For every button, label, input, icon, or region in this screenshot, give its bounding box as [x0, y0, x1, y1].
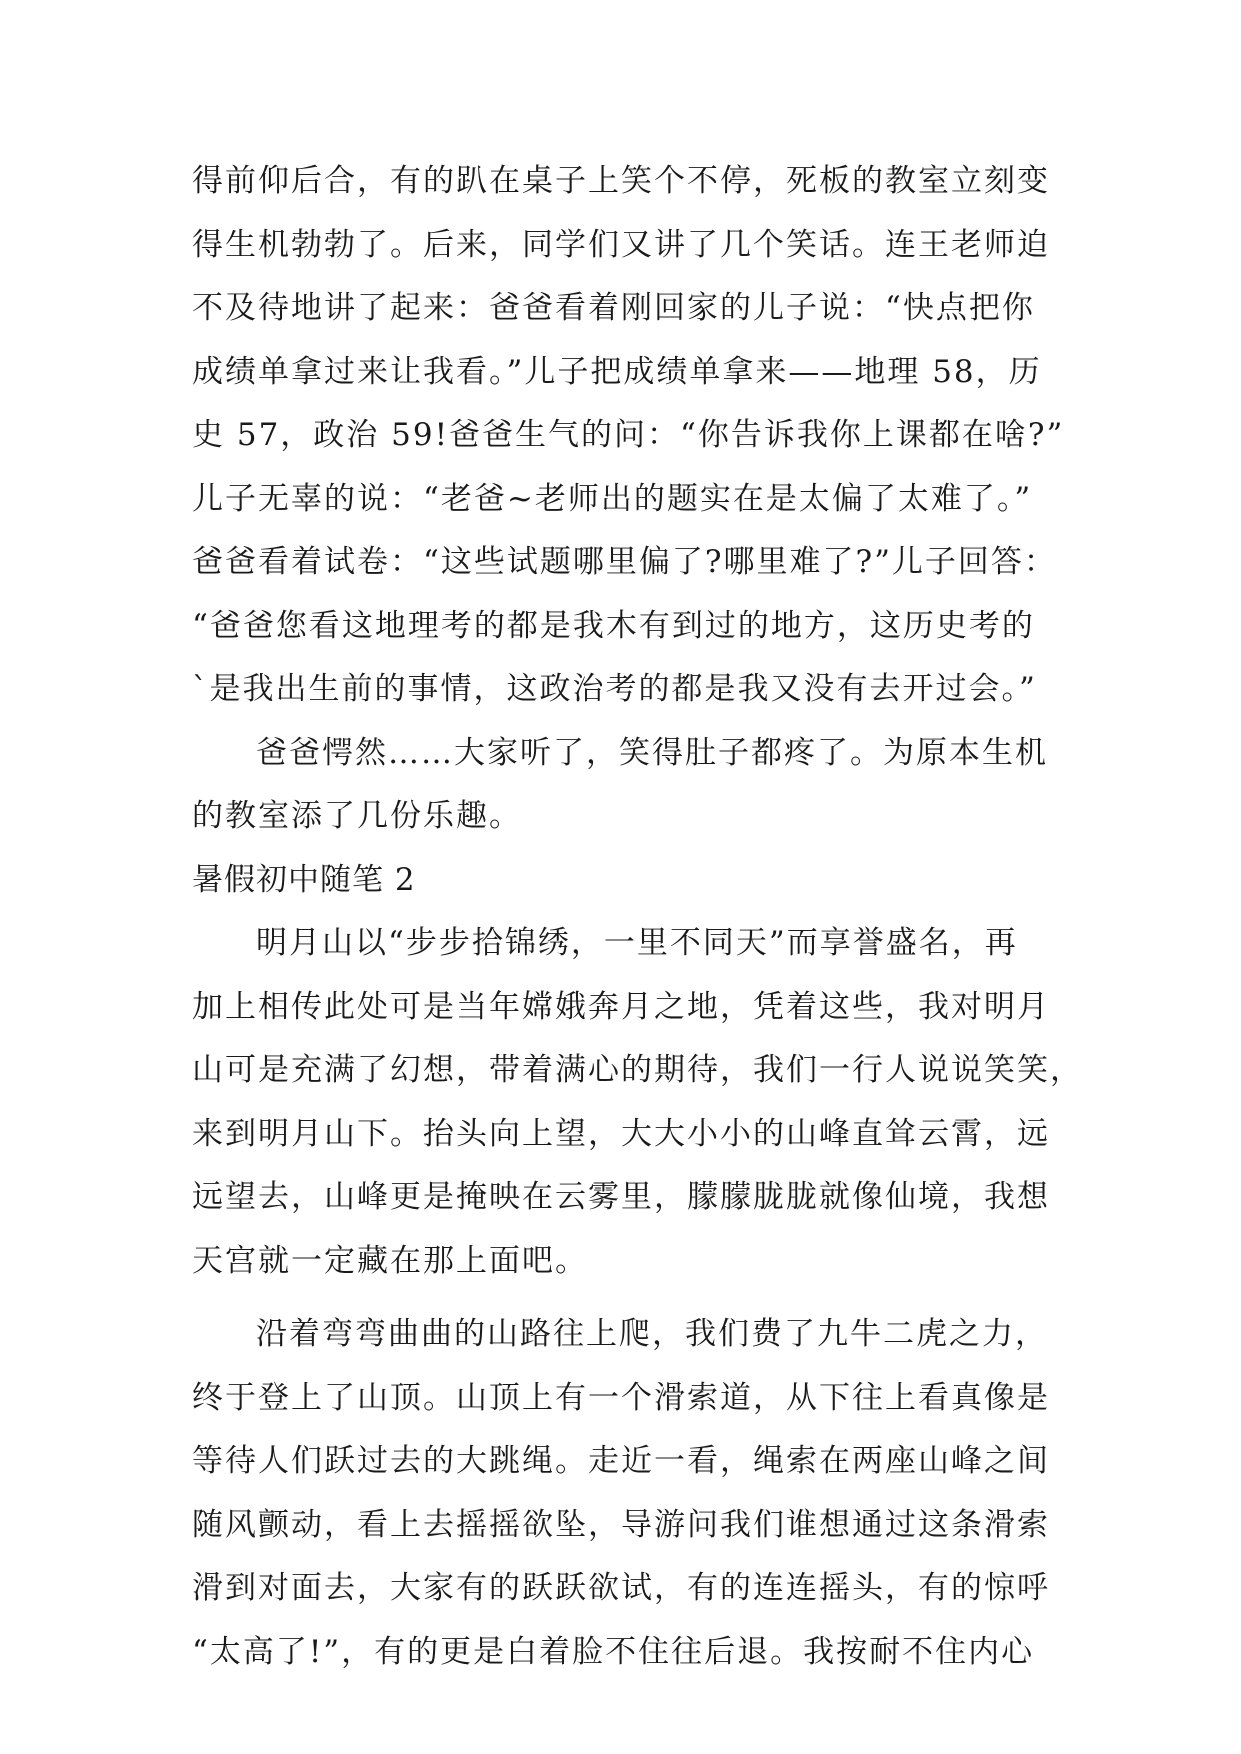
paragraph-line: 等待人们跃过去的大跳绳。走近一看，绳索在两座山峰之间 [192, 1443, 1050, 1479]
paragraph-line: 山可是充满了幻想，带着满心的期待，我们一行人说说笑笑， [192, 1052, 1083, 1088]
paragraph-line: 的教室添了几份乐趣。 [192, 798, 522, 834]
paragraph-line: 天宫就一定藏在那上面吧。 [192, 1242, 588, 1279]
paragraph-line: 沿着弯弯曲曲的山路往上爬，我们费了九牛二虎之力， [256, 1316, 1048, 1352]
paragraph-line: 终于登上了山顶。山顶上有一个滑索道，从下往上看真像是 [192, 1379, 1050, 1416]
paragraph-line: 得生机勃勃了。后来，同学们又讲了几个笑话。连王老师迫 [192, 226, 1050, 263]
paragraph-line: 来到明月山下。抬头向上望，大大小小的山峰直耸云霄，远 [192, 1115, 1050, 1152]
paragraph-line: 滑到对面去，大家有的跃跃欲试，有的连连摇头，有的惊呼 [192, 1570, 1050, 1606]
paragraph-line: 明月山以“步步拾锦绣，一里不同天”而享誉盛名，再 [256, 925, 1018, 961]
paragraph-gap [192, 1293, 1092, 1303]
paragraph-line: 爸爸愕然……大家听了，笑得肚子都疼了。为原本生机 [256, 734, 1048, 771]
paragraph-line: 爸爸看着试卷：“这些试题哪里偏了?哪里难了?”儿子回答： [192, 544, 1057, 580]
paragraph-line: 不及待地讲了起来：爸爸看着刚回家的儿子说：“快点把你 [192, 290, 1035, 326]
paragraph-line: `是我出生前的事情，这政治考的都是我又没有去开过会。” [192, 671, 1037, 707]
paragraph-line: “太高了!”，有的更是白着脸不住往后退。我按耐不住内心 [192, 1633, 1035, 1670]
paragraph-line: 成绩单拿过来让我看。”儿子把成绩单拿来——地理 58，历 [192, 353, 1042, 390]
paragraph-line: 加上相传此处可是当年嫦娥奔月之地，凭着这些，我对明月 [192, 988, 1050, 1025]
paragraph-line: 得前仰后合，有的趴在桌子上笑个不停，死板的教室立刻变 [192, 163, 1050, 199]
section-heading: 暑假初中随笔 2 [192, 861, 416, 898]
paragraph-line: “爸爸您看这地理考的都是我木有到过的地方，这历史考的 [192, 607, 1035, 644]
paragraph-line: 史 57，政治 59!爸爸生气的问：“你告诉我你上课都在啥?” [192, 417, 1065, 453]
paragraph-line: 远望去，山峰更是掩映在云雾里，朦朦胧胧就像仙境，我想 [192, 1179, 1050, 1215]
document-body [192, 150, 1092, 1684]
paragraph-line: 儿子无辜的说：“老爸~老师出的题实在是太偏了太难了。” [192, 480, 1033, 517]
paragraph-line: 随风颤动，看上去摇摇欲坠，导游问我们谁想通过这条滑索 [192, 1506, 1050, 1543]
